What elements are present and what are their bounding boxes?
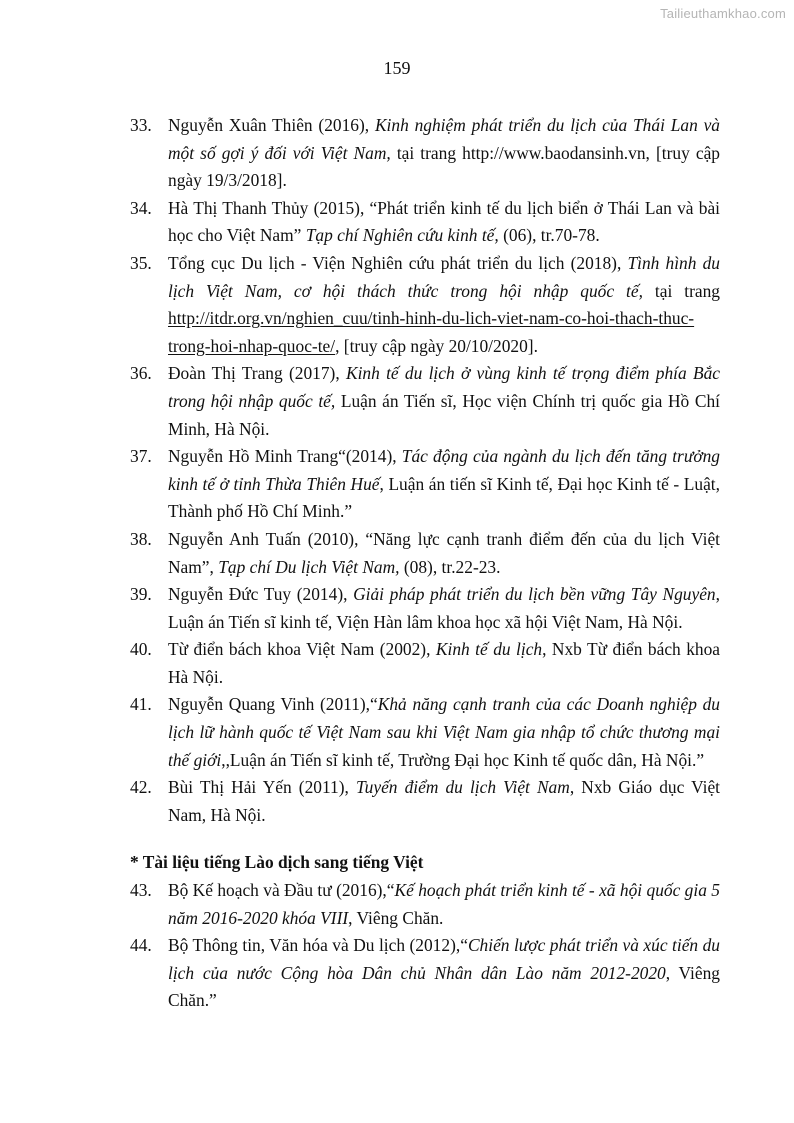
reference-number: 42. [130, 777, 152, 798]
reference-title: Kế hoạch phát triển kinh tế - xã hội quốc gia 5 năm 2016-2020 khóa VIII [168, 880, 720, 928]
reference-text-segment: , [truy cập ngày 20/10/2020]. [335, 335, 538, 356]
reference-text-segment: , Luận án tiến sĩ Kinh tế, Đại học Kinh tế - Luật, Thành phố Hồ Chí Minh.” [168, 473, 720, 522]
reference-item [130, 443, 720, 526]
reference-title: Tạp chí Nghiên cứu kinh tế, [305, 225, 499, 246]
reference-text-segment: , Viêng Chăn. [348, 907, 444, 928]
reference-title: Khả năng cạnh tranh của các Doanh nghiệp du lịch lữ hành quốc tế Việt Nam sau khi Việt Nam gia nhập tổ chức thương mại thế giới [168, 694, 720, 770]
reference-item [130, 877, 720, 932]
reference-text-segment: (06), tr.70-78. [498, 225, 600, 246]
reference-item [130, 360, 720, 443]
reference-text-segment: Nguyễn Hồ Minh Trang“(2014), [168, 446, 402, 467]
reference-text-segment: ,,Luận án Tiến sĩ kinh tế, Trường Đại học Kinh tế quốc dân, Hà Nội.” [221, 749, 705, 770]
reference-title: Kinh tế du lịch ở vùng kinh tế trọng điểm phía Bắc trong hội nhập quốc tế, [168, 363, 720, 411]
reference-text-segment: , Viêng Chăn.” [168, 962, 720, 1011]
reference-number: 34. [130, 197, 152, 218]
reference-list-vietnamese [130, 112, 720, 829]
reference-list-lao [130, 877, 720, 1015]
reference-text-segment: tại trang http://www.baodansinh.vn, [truy cập ngày 19/3/2018]. [168, 142, 721, 191]
reference-text [168, 932, 720, 1015]
reference-text-segment: , Nxb Từ điển bách khoa Hà Nội. [168, 639, 721, 687]
reference-text [168, 112, 720, 195]
reference-text-segment: Nguyễn Xuân Thiên (2016), [168, 115, 375, 135]
reference-item [130, 526, 720, 581]
reference-title: Kinh tế du lịch [435, 639, 543, 660]
reference-title: Kinh nghiệm phát triển du lịch của Thái Lan và một số gợi ý đối với Việt Nam, [168, 115, 720, 163]
reference-title: Tình hình du lịch Việt Nam, cơ hội thách thức trong hội nhập quốc tế, [168, 252, 720, 301]
reference-number: 38. [130, 528, 152, 549]
reference-text [168, 360, 720, 443]
reference-title: Chiến lược phát triển và xúc tiến du lịch của nước Cộng hòa Dân chủ Nhân dân Lào năm 2012-2020 [168, 935, 720, 983]
reference-text [168, 443, 720, 526]
reference-text-segment: Hà Thị Thanh Thủy (2015), “Phát triển kinh tế du lịch biển ở Thái Lan và bài học cho Việt Nam” [168, 197, 720, 246]
reference-text [168, 581, 720, 636]
reference-text-segment: Bộ Thông tin, Văn hóa và Du lịch (2012),“ [168, 935, 468, 956]
reference-number: 37. [130, 446, 152, 467]
reference-title: Tuyến điểm du lịch Việt Nam [355, 777, 570, 798]
reference-item [130, 581, 720, 636]
reference-item [130, 774, 720, 829]
reference-text-segment: Đoàn Thị Trang (2017), [168, 363, 346, 384]
reference-item [130, 691, 720, 774]
reference-text-segment: , Luận án Tiến sĩ kinh tế, Viện Hàn lâm khoa học xã hội Việt Nam, Hà Nội. [168, 584, 720, 632]
section-heading-lao-translated: * Tài liệu tiếng Lào dịch sang tiếng Việt [130, 852, 424, 873]
reference-item [130, 112, 720, 195]
reference-text [168, 250, 720, 360]
reference-text [168, 526, 720, 581]
reference-text-segment: (08), tr.22-23. [399, 556, 501, 577]
reference-text [168, 774, 720, 829]
reference-item [130, 932, 720, 1015]
reference-text-segment: Từ điển bách khoa Việt Nam (2002), [168, 639, 436, 660]
reference-text [168, 877, 720, 932]
reference-text [168, 691, 720, 774]
reference-list [130, 112, 720, 1015]
reference-text-segment: , Nxb Giáo dục Việt Nam, Hà Nội. [168, 777, 721, 825]
watermark: Tailieuthamkhao.com [660, 6, 786, 21]
reference-number: 33. [130, 115, 152, 135]
reference-url-link[interactable]: http://itdr.org.vn/nghien_cuu/tinh-hinh-du-lich-viet-nam-co-hoi-thach-thuc-trong-hoi-nhap-quoc-te/ [168, 308, 695, 356]
reference-text-segment: tại trang [642, 280, 720, 301]
reference-text-segment: Nguyễn Đức Tuy (2014), [168, 584, 354, 605]
reference-text [168, 636, 720, 691]
reference-number: 44. [130, 935, 152, 956]
reference-text-segment: Nguyễn Anh Tuấn (2010), “Năng lực cạnh tranh điểm đến của du lịch Việt Nam”, [168, 528, 720, 577]
reference-item [130, 636, 720, 691]
reference-title: Giải pháp phát triển du lịch bền vững Tây Nguyên [353, 584, 716, 605]
reference-item [130, 250, 720, 360]
reference-text [168, 195, 720, 250]
reference-number: 41. [130, 694, 152, 715]
reference-text-segment: Tổng cục Du lịch - Viện Nghiên cứu phát triển du lịch (2018), [168, 252, 628, 273]
reference-number: 39. [130, 584, 152, 605]
reference-item [130, 195, 720, 250]
reference-number: 36. [130, 363, 152, 384]
reference-text-segment: Bộ Kế hoạch và Đầu tư (2016),“ [168, 880, 395, 901]
reference-text-segment: Luận án Tiến sĩ, Học viện Chính trị quốc gia Hồ Chí Minh, Hà Nội. [168, 390, 720, 439]
reference-number: 40. [130, 639, 152, 660]
reference-title: Tạp chí Du lịch Việt Nam, [218, 556, 400, 577]
reference-number: 35. [130, 252, 152, 273]
page-number: 159 [383, 58, 411, 78]
reference-title: Tác động của ngành du lịch đến tăng trưởng kinh tế ở tỉnh Thừa Thiên Huế [168, 446, 720, 494]
reference-text-segment: Bùi Thị Hải Yến (2011), [168, 777, 356, 798]
reference-text-segment: Nguyễn Quang Vinh (2011),“ [168, 694, 378, 715]
reference-number: 43. [130, 880, 152, 901]
